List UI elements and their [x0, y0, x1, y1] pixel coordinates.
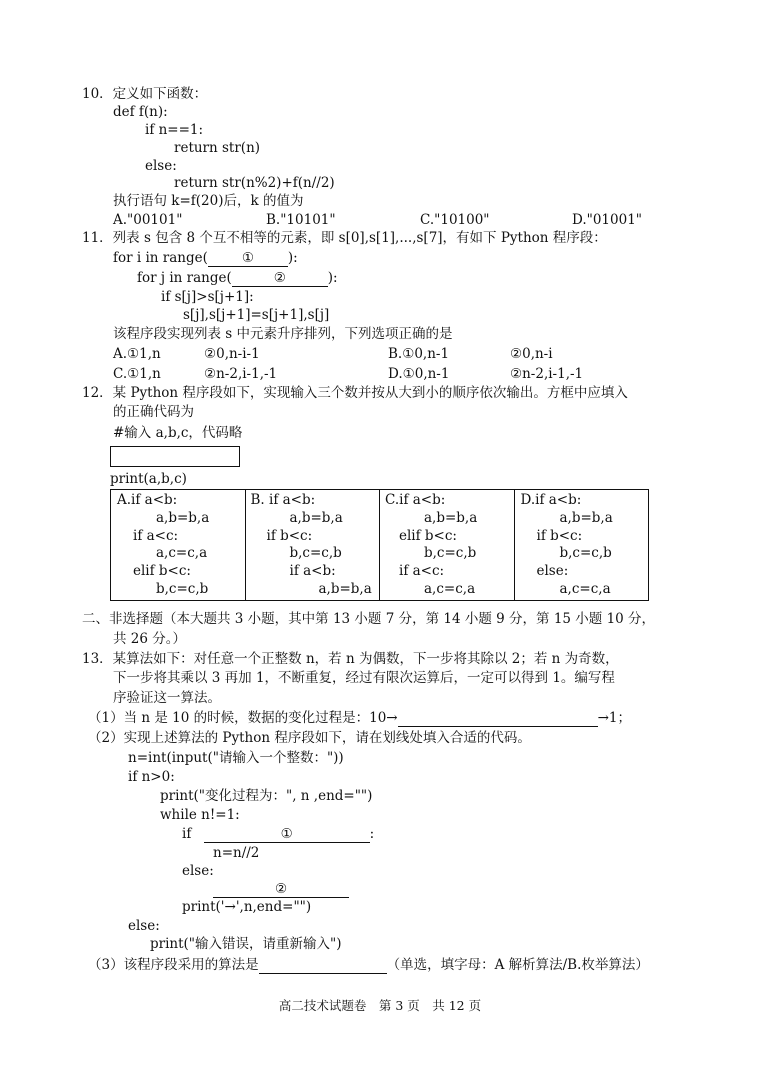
q11-option-a1: A.①1,n: [113, 346, 161, 362]
q11-option-c1: C.①1,n: [113, 366, 161, 382]
q11-option-b2: ②0,n-i: [510, 346, 553, 362]
q11-for-i: for i in range( ① ):: [113, 250, 298, 266]
q13-stem-3: 序验证这一算法。: [113, 690, 221, 706]
q13-code-err: print("输入错误，请重新输入"): [150, 936, 342, 952]
q13-code-print1: print("变化过程为：", n ,end=""): [160, 788, 373, 804]
q10-code-line: def f(n):: [113, 104, 168, 120]
q10-code-line: return str(n%2)+f(n//2): [174, 175, 335, 191]
q13-code-else2: else:: [128, 918, 160, 934]
q13-stem-1: 13．某算法如下：对任意一个正整数 n，若 n 为偶数，下一步将其除以 2；若 n 为奇数，: [82, 651, 619, 667]
q13-part1: （1）当 n 是 10 的时候，数据的变化过程是：10→ →1；: [88, 710, 632, 726]
q13-blank-2: ②: [213, 882, 349, 898]
section2-heading-1: 二、非选择题（本大题共 3 小题，其中第 13 小题 7 分，第 14 小题 9 分，第 15 小题 10 分，: [82, 611, 656, 627]
q11-for-j: for j in range( ② ):: [137, 270, 338, 286]
page-footer: 高二技术试题卷 第 3 页 共 12 页: [278, 998, 482, 1013]
q10-option-b: B."10101": [266, 212, 336, 228]
q10-option-d: D."01001": [572, 212, 642, 228]
q12-options-table: [110, 489, 649, 601]
q13-code-while: while n!=1:: [160, 807, 240, 823]
q11-option-d2: ②n-2,i-1,-1: [510, 366, 584, 382]
q13-code-if2: if ① :: [182, 826, 375, 842]
q11-option-a2: ②0,n-i-1: [204, 346, 260, 362]
section2-heading-2: 共 26 分。）: [113, 631, 187, 647]
q10-code-line: if n==1:: [145, 122, 204, 138]
q10-code-line: return str(n): [174, 140, 261, 156]
q12-stem-2: 的正确代码为: [113, 404, 194, 420]
q11-option-b1: B.①0,n-1: [388, 346, 450, 362]
q13-part3-blank: [259, 958, 387, 974]
q12-option-c: C.if a<b: a,b=b,a elif b<c: b,c=c,b if a<c: a,c=c,a: [380, 490, 515, 601]
q11-blank-1: ①: [208, 251, 288, 267]
q13-code-if: if n>0:: [128, 769, 175, 785]
q13-stem-2: 下一步将其乘以 3 再加 1，不断重复，经过有限次运算后，一定可以得到 1。编写程: [113, 670, 615, 686]
q12-comment: #输入 a,b,c，代码略: [113, 425, 243, 441]
q13-blank-1: ①: [204, 827, 370, 843]
q13-part2: （2）实现上述算法的 Python 程序段如下，请在划线处填入合适的代码。: [88, 730, 531, 746]
q11-swap-line: s[j],s[j+1]=s[j+1],s[j]: [183, 307, 330, 323]
q10-ask: 执行语句 k=f(20)后，k 的值为: [113, 193, 304, 209]
q12-option-d: D.if a<b: a,b=b,a if b<c: b,c=c,b else: a,c=c,a: [514, 490, 649, 601]
q13-code-div: n=n//2: [213, 845, 260, 861]
q12-print-line: print(a,b,c): [110, 471, 187, 487]
q12-option-a: A.if a<b: a,b=b,a if a<c: a,c=c,a elif b<c: b,c=c,b: [111, 490, 246, 601]
q10-stem: 10．定义如下函数：: [82, 86, 208, 102]
q11-stem: 11．列表 s 包含 8 个互不相等的元素，即 s[0],s[1],...,s[7]，有如下 Python 程序段：: [82, 230, 607, 246]
q12-answer-box: [110, 446, 240, 467]
q13-part1-blank: [398, 711, 598, 727]
q12-stem-1: 12．某 Python 程序段如下，实现输入三个数并按从大到小的顺序依次输出。方框中应填入: [82, 385, 628, 401]
q13-code-blank2-line: [213, 880, 349, 898]
q10-code-line: else:: [145, 158, 177, 174]
q13-part3: （3）该程序段采用的算法是 （单选，填字母：A 解析算法/B.枚举算法）: [88, 957, 649, 973]
q10-option-c: C."10100": [420, 212, 490, 228]
q13-code-print2: print('→',n,end=""): [182, 899, 312, 915]
q13-code-input: n=int(input("请输入一个整数：")): [128, 750, 344, 766]
q11-option-c2: ②n-2,i-1,-1: [204, 366, 278, 382]
q11-ask: 该程序段实现列表 s 中元素升序排列，下列选项正确的是: [113, 326, 453, 342]
q12-option-b: B. if a<b: a,b=b,a if b<c: b,c=c,b if a<b: a,b=b,a: [245, 490, 380, 601]
q10-option-a: A."00101": [113, 212, 183, 228]
q11-blank-2: ②: [232, 271, 328, 287]
q11-option-d1: D.①0,n-1: [388, 366, 450, 382]
q13-code-else: else:: [182, 863, 214, 879]
q11-if-line: if s[j]>s[j+1]:: [161, 289, 254, 305]
